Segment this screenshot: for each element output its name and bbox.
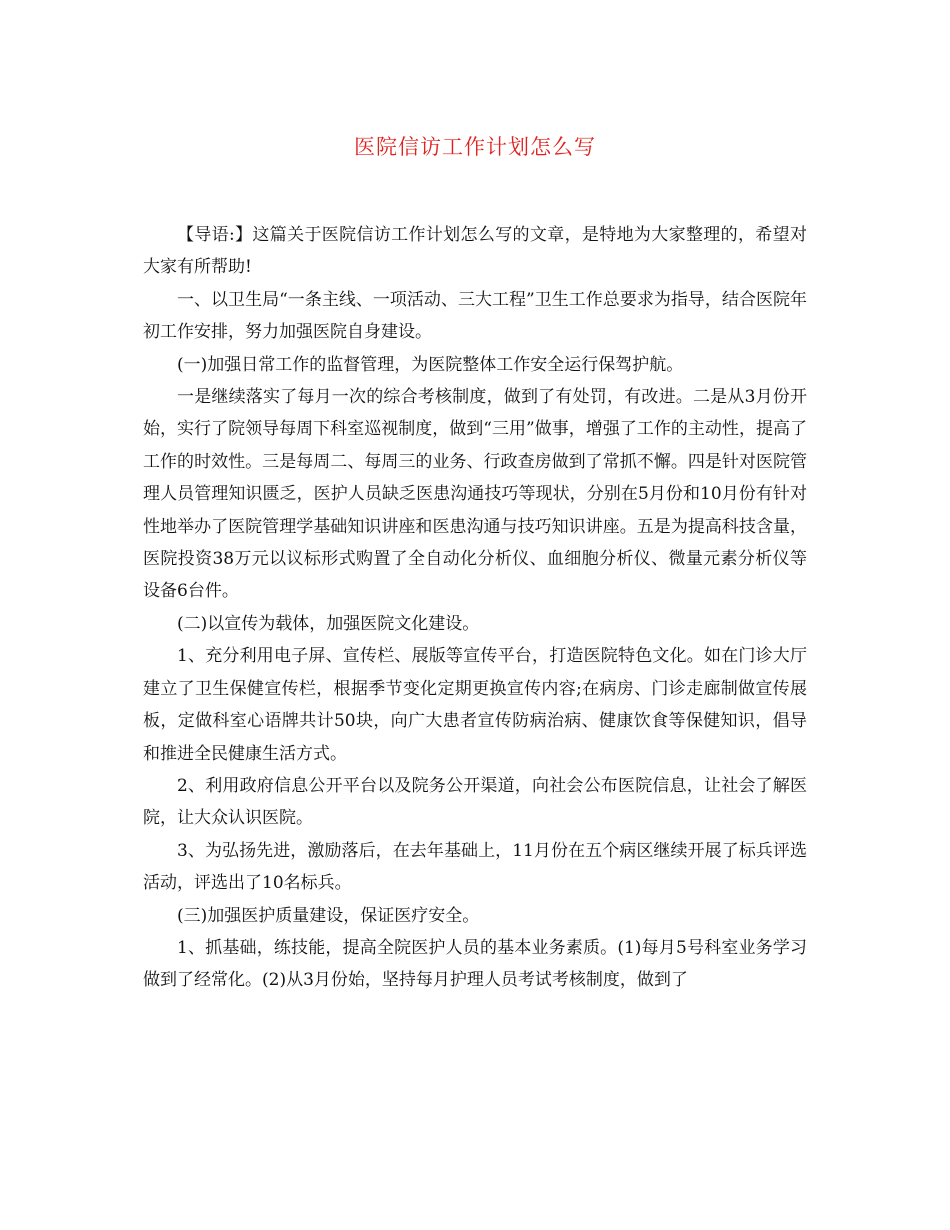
- paragraph-body-1: 一是继续落实了每月一次的综合考核制度，做到了有处罚，有改进。二是从3月份开始，实行了院领导每周下科室巡视制度，做到“三用”做事，增强了工作的主动性，提高了工作的时效性。三是每周二、每周三的业务、行政查房做到了常抓不懈。四是针对医院管理人员管理知识匮乏，医护人员缺乏医患沟通技巧等现状，分别在5月份和10月份有针对性地举办了医院管理学基础知识讲座和医患沟通与技巧知识讲座。五是为提高科技含量，医院投资38万元以议标形式购置了全自动化分析仪、血细胞分析仪、微量元素分析仪等设备6台件。: [143, 387, 807, 602]
- paragraph-subsection-3: (三)加强医护质量建设，保证医疗安全。: [177, 905, 480, 926]
- paragraph-subsection-2: (二)以宣传为载体，加强医院文化建设。: [177, 613, 480, 634]
- paragraph-body-4: 3、为弘扬先进，激励落后，在去年基础上，11月份在五个病区继续开展了标兵评选活动，评选出了10名标兵。: [143, 840, 807, 894]
- document-body: [143, 219, 807, 997]
- paragraph-body-5: 1、抓基础，练技能，提高全院医护人员的基本业务素质。(1)每月5号科室业务学习做到了经常化。(2)从3月份始，坚持每月护理人员考试考核制度，做到了: [143, 937, 807, 991]
- paragraph-intro: 【导语:】这篇关于医院信访工作计划怎么写的文章，是特地为大家整理的，希望对大家有所帮助!: [143, 225, 807, 278]
- paragraph-body-3: 2、利用政府信息公开平台以及院务公开渠道，向社会公布医院信息，让社会了解医院，让大众认识医院。: [143, 775, 807, 829]
- paragraph-subsection-1: (一)加强日常工作的监督管理，为医院整体工作安全运行保驾护航。: [177, 354, 684, 375]
- document-title: 医院信访工作计划怎么写: [354, 135, 596, 159]
- paragraph-body-2: 1、充分利用电子屏、宣传栏、展版等宣传平台，打造医院特色文化。如在门诊大厅建立了卫生保健宣传栏，根据季节变化定期更换宣传内容;在病房、门诊走廊制做宣传展板，定做科室心语牌共计50块，向广大患者宣传防病治病、健康饮食等保健知识，倡导和推进全民健康生活方式。: [143, 646, 807, 764]
- paragraph-section-1: 一、以卫生局“一条主线、一项活动、三大工程”卫生工作总要求为指导，结合医院年初工作安排，努力加强医院自身建设。: [143, 289, 807, 343]
